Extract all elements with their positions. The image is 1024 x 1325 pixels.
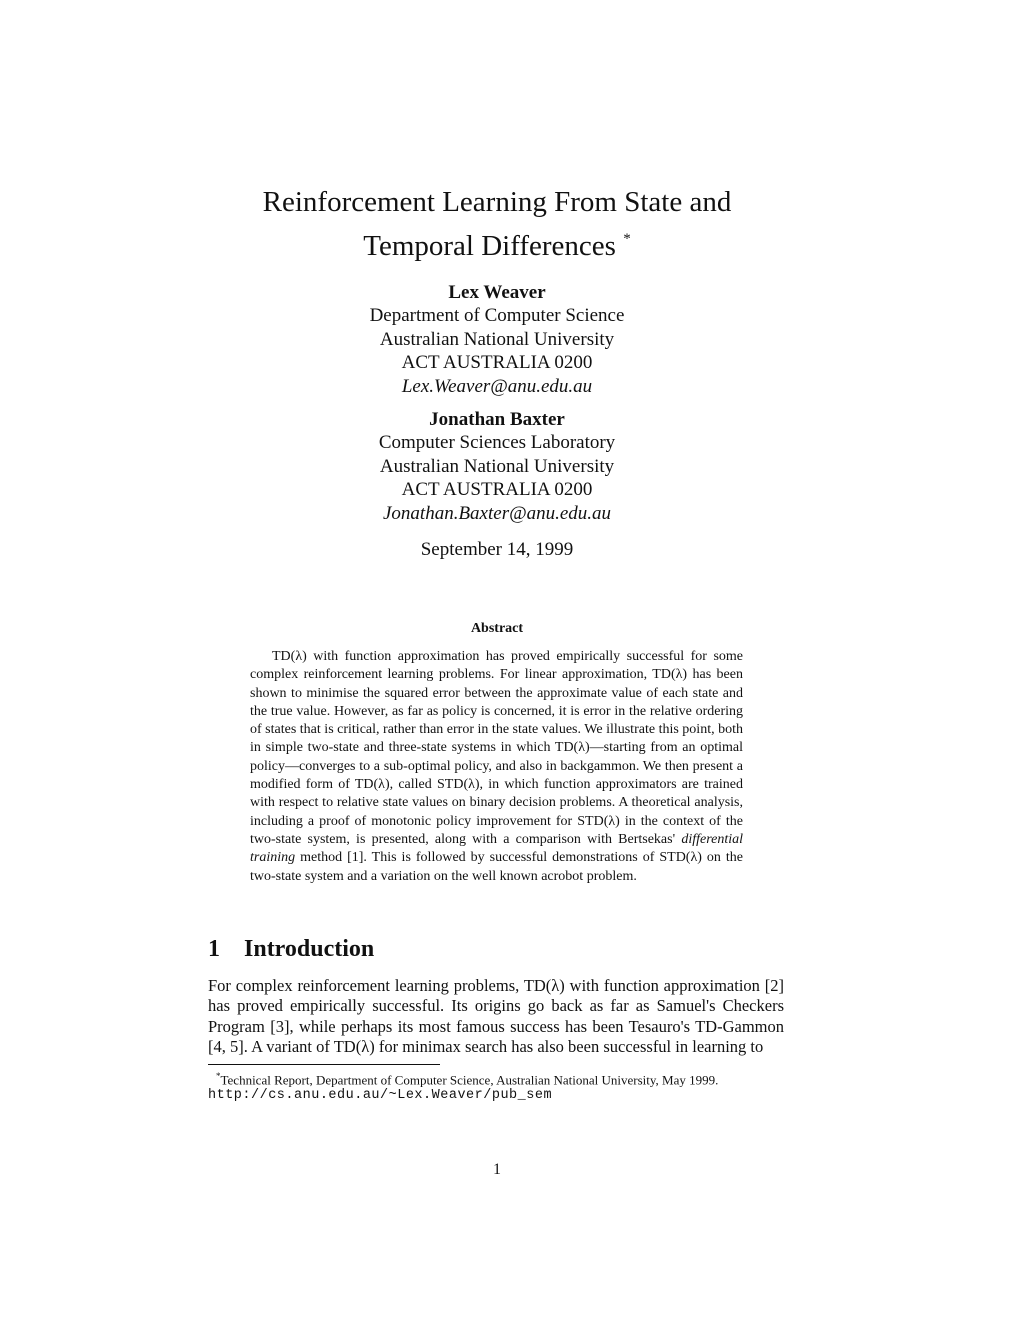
page-number: 1 bbox=[493, 1161, 501, 1178]
abstract-body bbox=[250, 648, 743, 886]
title-line-2 bbox=[0, 221, 994, 265]
footnote bbox=[208, 1068, 784, 1104]
author-university: Australian National University bbox=[379, 328, 615, 350]
author-university: Australian National University bbox=[379, 455, 615, 477]
author-address: ACT AUSTRALIA 0200 bbox=[401, 479, 593, 501]
section-number: 1 bbox=[208, 936, 220, 962]
author-department: Computer Sciences Laboratory bbox=[378, 432, 616, 454]
title-line-1: Reinforcement Learning From State and bbox=[262, 186, 732, 218]
author-name: Jonathan Baxter bbox=[429, 409, 565, 430]
paper-title bbox=[0, 184, 994, 265]
publication-date: September 14, 1999 bbox=[420, 539, 574, 560]
footnote-rule bbox=[208, 1064, 440, 1065]
author-block-1 bbox=[0, 281, 994, 398]
author-address: ACT AUSTRALIA 0200 bbox=[401, 352, 593, 374]
author-email: Lex.Weaver@anu.edu.au bbox=[401, 375, 593, 397]
author-email: Jonathan.Baxter@anu.edu.au bbox=[382, 502, 612, 524]
section-title: Introduction bbox=[244, 936, 375, 962]
title-footnote-mark: * bbox=[623, 231, 631, 247]
abstract-text-part-2: method [1]. This is followed by successful demonstrations of STD(λ) on the two-state system and a variation on the well known acrobot problem. bbox=[250, 850, 744, 884]
abstract-paragraph bbox=[250, 648, 743, 886]
author-department: Department of Computer Science bbox=[369, 305, 625, 327]
title-line-2-text: Temporal Differences bbox=[363, 230, 616, 262]
footnote-paragraph bbox=[208, 1068, 784, 1104]
introduction-body bbox=[208, 976, 784, 1057]
abstract-italic-term: differential training bbox=[250, 831, 744, 866]
footnote-url-link[interactable]: http://cs.anu.edu.au/~Lex.Weaver/pub_sem bbox=[208, 1088, 553, 1104]
abstract-heading: Abstract bbox=[470, 621, 524, 636]
author-name: Lex Weaver bbox=[448, 282, 546, 303]
introduction-paragraph: For complex reinforcement learning problems, TD(λ) with function approximation [2] has proved empirically successful. Its origins go back as far as Samuel's Checkers Program [3], while perhaps its most famous success has been Tesauro's TD-Gammon [4, 5]. A variant of TD(λ) for minimax search has also been successful in learning to bbox=[208, 976, 784, 1056]
author-block-2 bbox=[0, 408, 994, 525]
footnote-mark: * bbox=[216, 1071, 221, 1081]
abstract-text-part-1: TD(λ) with function approximation has proved empirically successful for some complex reinforcement learning problems. For linear approximation, TD(λ) has been shown to minimise the squared error between the approximate value of each state and the true value. However, as far as policy is concerned, it is error in the relative ordering of states that is critical, rather than error in the state values. We illustrate this point, both in simple two-state and three-state systems in which TD(λ)—starting from an optimal policy—converges to a sub-optimal policy, and also in backgammon. We then present a modified form of TD(λ), called STD(λ), in which function approximators are trained with respect to relative state values on binary decision problems. A theoretical analysis, including a proof of monotonic policy improvement for STD(λ) in the context of the two-state system, is presented, along with a comparison with Bertsekas' bbox=[250, 649, 743, 847]
section-heading bbox=[208, 934, 374, 964]
footnote-text: Technical Report, Department of Computer Science, Australian National University, May 1999. bbox=[220, 1072, 719, 1088]
